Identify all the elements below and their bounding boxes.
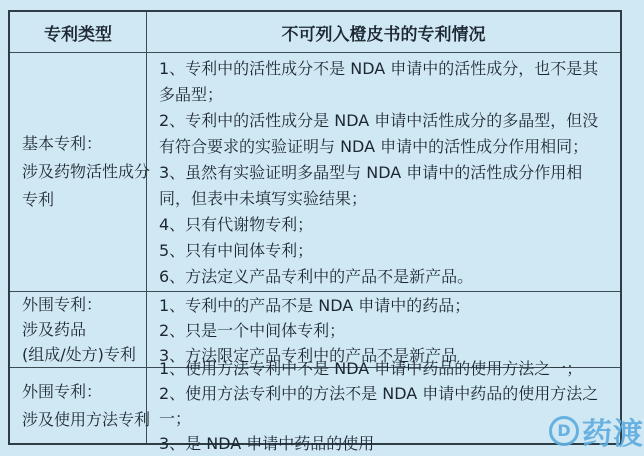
watermark-text: 药渡 [582, 417, 644, 452]
case-item: 2、使用方法专利中的方法不是 NDA 申请中药品的使用方法之一； [159, 384, 599, 428]
table-header-row [10, 12, 620, 52]
patent-type-line: 涉及药物活性成分 [22, 162, 151, 181]
patent-type-cell [10, 368, 151, 443]
patent-type-line: 涉及药品 [22, 320, 87, 339]
case-item: 2、只是一个中间体专利； [159, 320, 346, 340]
case-item: 1、专利中的活性成分不是 NDA 申请中的活性成分，也不是其多晶型； [159, 58, 599, 104]
yaodu-logo-letter: D [557, 421, 571, 440]
header-exclusion-cases: 不可列入橙皮书的专利情况 [281, 24, 486, 45]
patent-type-line: 专利 [22, 190, 55, 209]
case-item: 5、只有中间体专利； [159, 240, 314, 260]
header-patent-type: 专利类型 [10, 12, 147, 52]
patent-type-cell [10, 292, 147, 367]
case-item: 6、方法定义产品专利中的产品不是新产品。 [159, 266, 474, 286]
case-item: 1、使用方法专利中不是 NDA 申请中药品的使用方法之一； [159, 359, 583, 378]
table-row [10, 52, 620, 291]
case-item: 1、专利中的产品不是 NDA 申请中的药品； [159, 295, 471, 315]
patent-type-cell [10, 53, 151, 291]
case-item: 3、虽然有实验证明多晶型与 NDA 申请中的活性成分作用相同，但表中未填写实验结果； [159, 162, 583, 208]
case-item: 3、是 NDA 申请中药品的使用 [159, 434, 375, 453]
case-item: 2、专利中的活性成分是 NDA 申请中活性成分的多晶型，但没有符合要求的实验证明与 NDA 申请中的活性成分作用相同； [159, 110, 599, 156]
patent-type-line: 外围专利： [22, 295, 103, 314]
patent-cases-cell [147, 53, 620, 291]
case-item: 4、只有代谢物专利； [159, 214, 314, 234]
patent-type-line: (组成/处方)专利 [22, 345, 136, 364]
patent-type-line: 基本专利： [22, 134, 103, 153]
patent-type-line: 外围专利： [22, 381, 103, 401]
patent-type-line: 涉及使用方法专利 [22, 409, 151, 429]
case-item: 3、方法限定产品专利中的产品不是新产品 [159, 345, 458, 365]
patent-table [8, 10, 622, 453]
